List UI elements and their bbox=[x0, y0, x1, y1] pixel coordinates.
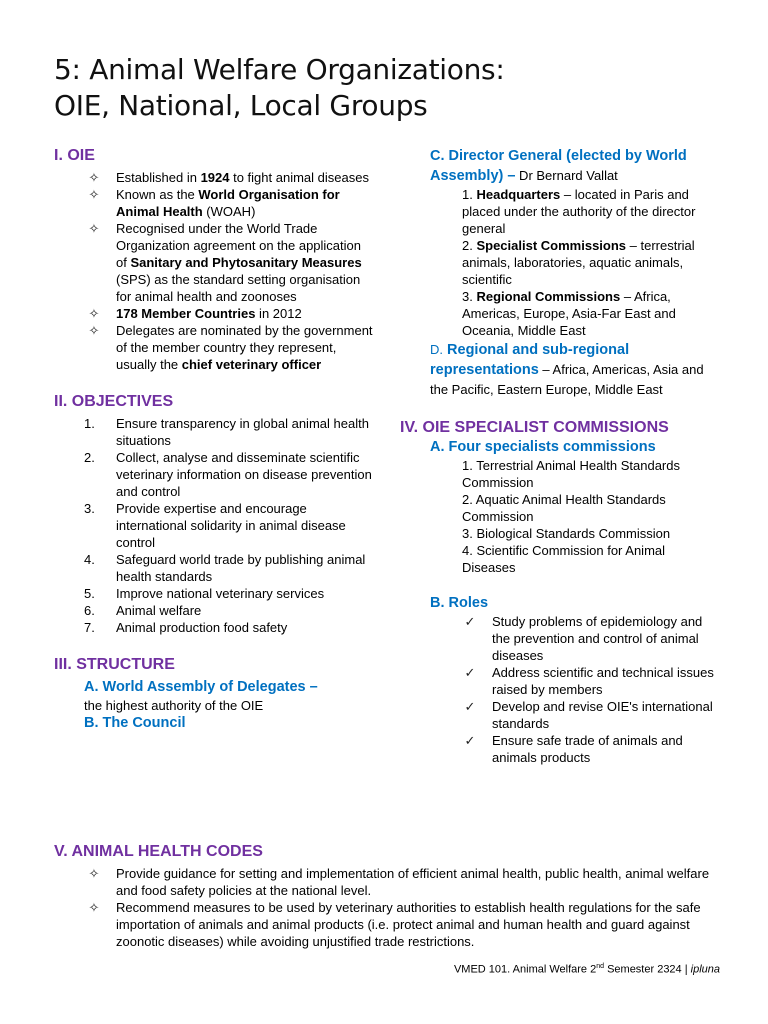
four-pointed-star-icon: ✧ bbox=[88, 221, 100, 236]
director-item-3: 3. Regional Commissions – Africa, Americas, Europe, Asia-Far East and Oceania, Middle East bbox=[462, 289, 676, 338]
structure-a-heading: A. World Assembly of Delegates – bbox=[84, 679, 318, 695]
right-column bbox=[400, 146, 720, 766]
commission-item: 3. Biological Standards Commission bbox=[462, 526, 671, 541]
four-pointed-star-icon: ✧ bbox=[88, 187, 100, 202]
roles-heading: B. Roles bbox=[430, 595, 489, 611]
director-item-2: 2. Specialist Commissions – terrestrial animals, laboratories, aquatic animals, scientific bbox=[462, 238, 695, 287]
list-item: ✧ Recognised under the World Trade Organization agreement on the application of Sanitary and Phytosanitary Measures (SPS) as the standard setting organisation for animal health and zoonoses bbox=[54, 220, 374, 305]
codes-list bbox=[54, 865, 724, 950]
page-footer: VMED 101. Animal Welfare 2nd Semester 2324 | ipluna bbox=[453, 963, 720, 976]
list-item: 3. Provide expertise and encourage international solidarity in animal disease control bbox=[84, 501, 346, 550]
oie-list bbox=[54, 169, 374, 373]
objectives-list bbox=[54, 415, 374, 636]
four-pointed-star-icon: ✧ bbox=[88, 866, 100, 881]
list-item: 7. Animal production food safety bbox=[84, 620, 288, 635]
title-line-2: OIE, National, Local Groups bbox=[54, 89, 428, 122]
commission-item: 2. Aquatic Animal Health Standards Commission bbox=[462, 492, 666, 524]
list-item: 2. Collect, analyse and disseminate scientific veterinary information on disease prevention and control bbox=[84, 450, 372, 499]
page-title bbox=[54, 52, 504, 124]
title-line-1: 5: Animal Welfare Organizations: bbox=[54, 53, 505, 86]
section-heading-oie: I. OIE bbox=[54, 147, 95, 164]
list-item: ✧ Established in 1924 to fight animal diseases bbox=[54, 169, 374, 186]
list-item: ✓ Address scientific and technical issues raised by members bbox=[430, 664, 720, 698]
four-pointed-star-icon: ✧ bbox=[88, 306, 100, 321]
list-item: 6. Animal welfare bbox=[84, 603, 202, 618]
regional-representations: D. Regional and sub-regional representations – Africa, Americas, Asia and the Pacific, Eastern Europe, Middle East bbox=[430, 342, 704, 397]
list-item: ✓ Ensure safe trade of animals and animals products bbox=[430, 732, 720, 766]
list-item: ✓ Develop and revise OIE's international standards bbox=[430, 698, 720, 732]
list-item: ✧ 178 Member Countries in 2012 bbox=[54, 305, 374, 322]
list-item: ✧ Recommend measures to be used by veterinary authorities to establish health regulations for the safe importation of animals and animal products (i.e. protect animal and human health and guard against zoonotic diseases) while avoiding unjustified trade restrictions. bbox=[54, 899, 724, 950]
four-pointed-star-icon: ✧ bbox=[88, 323, 100, 338]
commission-item: 4. Scientific Commission for Animal Diseases bbox=[462, 543, 666, 575]
section-heading-objectives: II. OBJECTIVES bbox=[54, 393, 174, 410]
director-item-1: 1. Headquarters – located in Paris and placed under the authority of the director general bbox=[462, 187, 696, 236]
four-pointed-star-icon: ✧ bbox=[88, 900, 100, 915]
list-item: ✧ Known as the World Organisation for Animal Health (WOAH) bbox=[54, 186, 374, 220]
checkmark-icon: ✓ bbox=[464, 699, 476, 714]
section-heading-commissions: IV. OIE SPECIALIST COMMISSIONS bbox=[400, 419, 669, 436]
structure-b-heading: B. The Council bbox=[84, 715, 186, 731]
director-heading: C. Director General (elected by World Assembly) – Dr Bernard Vallat bbox=[430, 148, 687, 184]
checkmark-icon: ✓ bbox=[464, 665, 476, 680]
list-item: ✓ Study problems of epidemiology and the prevention and control of animal diseases bbox=[430, 613, 720, 664]
roles-list bbox=[430, 613, 720, 766]
checkmark-icon: ✓ bbox=[464, 733, 476, 748]
commissions-a-heading: A. Four specialists commissions bbox=[430, 439, 656, 455]
section-heading-codes: V. ANIMAL HEALTH CODES bbox=[54, 843, 263, 860]
left-column bbox=[54, 146, 374, 733]
list-item: ✧ Delegates are nominated by the government of the member country they represent, usually the chief veterinary officer bbox=[54, 322, 374, 373]
four-pointed-star-icon: ✧ bbox=[88, 170, 100, 185]
list-item: 4. Safeguard world trade by publishing animal health standards bbox=[84, 552, 366, 584]
commission-item: 1. Terrestrial Animal Health Standards Commission bbox=[462, 458, 680, 490]
checkmark-icon: ✓ bbox=[464, 614, 476, 629]
list-item: 5. Improve national veterinary services bbox=[84, 586, 325, 601]
list-item: ✧ Provide guidance for setting and implementation of efficient animal health, public health, animal welfare and food safety policies at the national level. bbox=[54, 865, 724, 899]
animal-health-codes-section bbox=[54, 842, 724, 950]
section-heading-structure: III. STRUCTURE bbox=[54, 656, 175, 673]
list-item: 1. Ensure transparency in global animal health situations bbox=[84, 416, 369, 448]
structure-a-text: the highest authority of the OIE bbox=[84, 698, 264, 713]
